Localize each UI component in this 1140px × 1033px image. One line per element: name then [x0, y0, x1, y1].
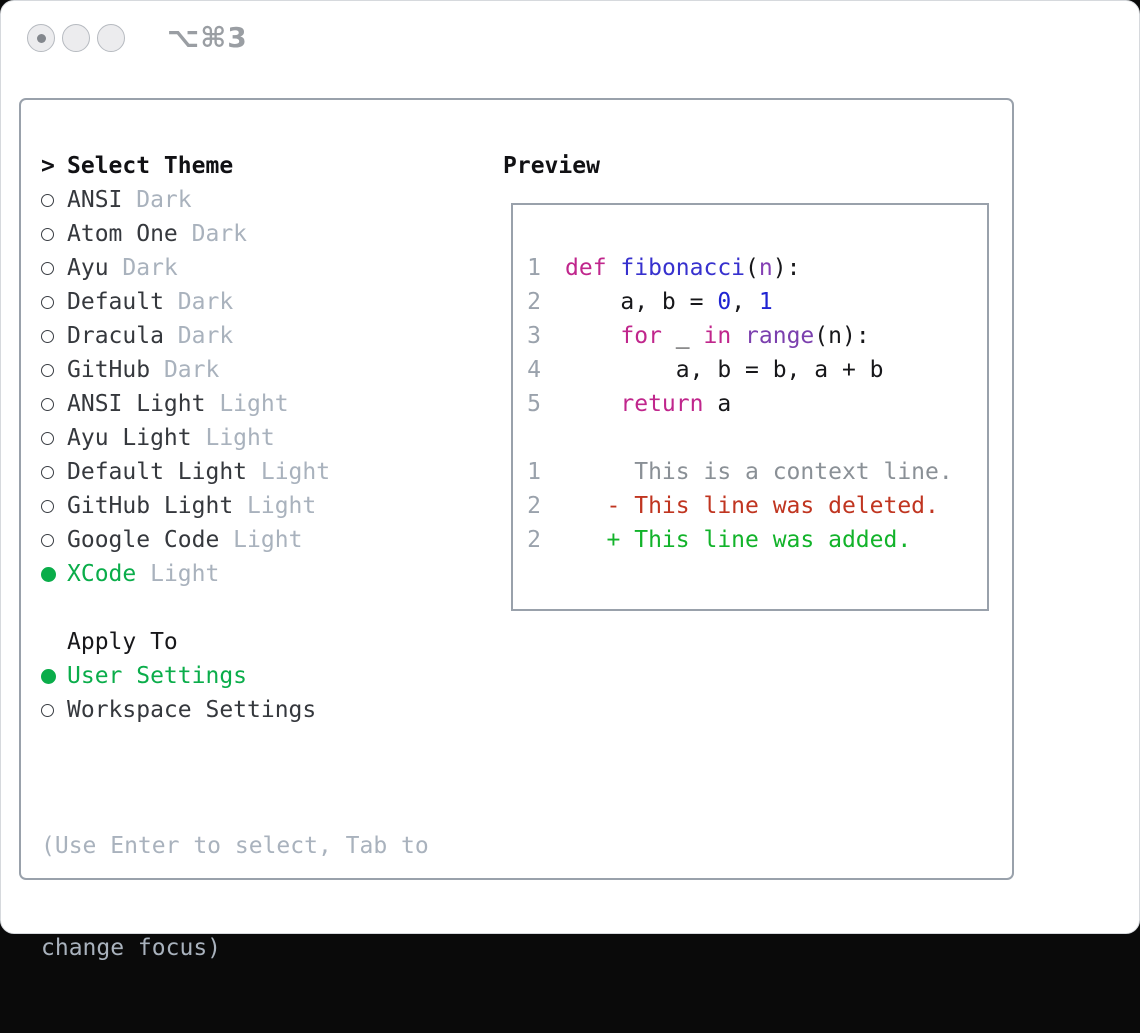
code-token-pl: a — [703, 391, 732, 417]
radio-marker — [41, 704, 67, 717]
radio-marker — [41, 296, 67, 309]
code-token-kw: def — [565, 255, 607, 281]
code-token-kw: in — [703, 323, 732, 349]
theme-name: GitHub Light — [67, 493, 234, 519]
theme-variant-label: Light — [219, 527, 303, 553]
radio-unselected-icon — [41, 194, 54, 207]
code-token-pl — [731, 323, 745, 349]
line-number: 4 — [527, 357, 541, 383]
theme-name: GitHub — [67, 357, 151, 383]
line-number: 1 — [527, 459, 541, 485]
radio-unselected-icon — [41, 432, 54, 445]
theme-name: ANSI Light — [67, 391, 206, 417]
line-number: 5 — [527, 391, 541, 417]
theme-option-ansi-light[interactable] — [41, 387, 330, 421]
code-token-ctx: This is a context line. — [565, 459, 953, 485]
theme-variant-label: Light — [233, 493, 317, 519]
theme-option-atom-one[interactable] — [41, 217, 330, 251]
code-token-pl: ( — [745, 255, 759, 281]
preview-title: Preview — [503, 153, 600, 179]
radio-selected-icon — [41, 669, 56, 684]
radio-marker — [41, 364, 67, 377]
code-line — [525, 523, 987, 557]
theme-variant-label: Light — [247, 459, 331, 485]
theme-selector-panel — [19, 98, 1014, 961]
close-window-button[interactable] — [27, 24, 55, 52]
code-token-del: - This line was deleted. — [565, 493, 939, 519]
theme-option-github[interactable] — [41, 353, 330, 387]
radio-marker — [41, 534, 67, 547]
theme-option-github-light[interactable] — [41, 489, 330, 523]
line-number: 3 — [527, 323, 541, 349]
code-token-pl: (n): — [814, 323, 870, 349]
line-number: 1 — [527, 255, 541, 281]
code-token-pl: a, b = — [565, 289, 718, 315]
radio-unselected-icon — [41, 228, 54, 241]
code-token-kw: for — [620, 323, 662, 349]
apply-option-user-settings[interactable] — [41, 659, 316, 693]
theme-option-dracula[interactable] — [41, 319, 330, 353]
code-line — [525, 421, 987, 455]
theme-variant-label: Dark — [177, 221, 248, 247]
radio-marker — [41, 228, 67, 241]
theme-name: Ayu — [67, 255, 109, 281]
theme-option-google-code[interactable] — [41, 523, 330, 557]
line-number: 2 — [527, 493, 541, 519]
apply-to-title: Apply To — [67, 629, 178, 655]
radio-marker — [41, 330, 67, 343]
title-bar — [1, 1, 1139, 76]
code-token-pl — [565, 323, 620, 349]
radio-marker — [41, 669, 67, 684]
theme-list-title: Select Theme — [67, 153, 234, 179]
code-preview — [513, 205, 987, 557]
code-token-fn: fibonacci — [620, 255, 746, 281]
apply-option-label: User Settings — [67, 663, 248, 689]
radio-unselected-icon — [41, 398, 54, 411]
help-text-line: (Use Enter to select, Tab to — [41, 833, 429, 859]
preview-box — [511, 203, 989, 611]
keyboard-shortcut-label: ⌥⌘3 — [167, 21, 248, 54]
minimize-window-button[interactable] — [62, 24, 90, 52]
code-token-call: range — [745, 323, 815, 349]
code-line — [525, 353, 987, 387]
code-token-add: + This line was added. — [565, 527, 912, 553]
radio-unselected-icon — [41, 296, 54, 309]
radio-selected-icon — [41, 567, 56, 582]
code-token-pl — [607, 255, 621, 281]
selection-prompt-icon: > — [41, 153, 55, 179]
theme-list — [41, 149, 330, 591]
code-token-pl: , — [731, 289, 759, 315]
radio-marker — [41, 500, 67, 513]
apply-option-label: Workspace Settings — [67, 697, 317, 723]
code-line — [525, 387, 987, 421]
radio-unselected-icon — [41, 364, 54, 377]
zoom-window-button[interactable] — [97, 24, 125, 52]
radio-unselected-icon — [41, 262, 54, 275]
theme-list-header — [41, 149, 330, 183]
theme-name: ANSI — [67, 187, 123, 213]
theme-variant-label: Dark — [163, 323, 234, 349]
radio-marker — [41, 194, 67, 207]
theme-option-default-light[interactable] — [41, 455, 330, 489]
code-token-pm: n — [758, 255, 773, 281]
radio-unselected-icon — [41, 466, 54, 479]
line-number: 2 — [527, 527, 541, 553]
code-token-num: 0 — [717, 289, 732, 315]
theme-variant-label: Dark — [163, 289, 234, 315]
theme-variant-label: Dark — [150, 357, 220, 383]
apply-to-section — [41, 625, 316, 727]
code-token-pl: a, b = b, a + b — [565, 357, 884, 383]
active-light-dot-icon — [37, 34, 46, 43]
theme-variant-label: Dark — [122, 187, 192, 213]
theme-option-ayu[interactable] — [41, 251, 330, 285]
radio-marker — [41, 432, 67, 445]
help-text-line: change focus) — [41, 935, 222, 961]
line-number: 2 — [527, 289, 541, 315]
radio-marker — [41, 398, 67, 411]
theme-option-xcode[interactable] — [41, 557, 330, 591]
radio-marker — [41, 262, 67, 275]
theme-option-default[interactable] — [41, 285, 330, 319]
code-line — [525, 455, 987, 489]
theme-name: Atom One — [67, 221, 178, 247]
theme-variant-label: Light — [205, 391, 289, 417]
radio-unselected-icon — [41, 500, 54, 513]
theme-name: Google Code — [67, 527, 220, 553]
theme-name: Dracula — [67, 323, 164, 349]
theme-option-ayu-light[interactable] — [41, 421, 330, 455]
theme-option-ansi[interactable] — [41, 183, 330, 217]
help-text — [41, 761, 429, 1033]
theme-variant-label: Dark — [108, 255, 178, 281]
code-line — [525, 319, 987, 353]
code-token-pl — [565, 391, 620, 417]
theme-name: Default — [67, 289, 164, 315]
code-line — [525, 489, 987, 523]
theme-variant-label: Light — [136, 561, 220, 587]
radio-marker — [41, 466, 67, 479]
theme-name: XCode — [67, 561, 137, 587]
theme-name: Ayu Light — [67, 425, 192, 451]
code-token-pl: _ — [661, 323, 704, 349]
radio-unselected-icon — [41, 534, 54, 547]
code-token-pl: ): — [772, 255, 801, 281]
code-token-kw: return — [620, 391, 704, 417]
code-line — [525, 251, 987, 285]
theme-name: Default Light — [67, 459, 248, 485]
theme-variant-label: Light — [191, 425, 275, 451]
code-line — [525, 285, 987, 319]
code-token-num: 1 — [758, 289, 773, 315]
apply-option-workspace-settings[interactable] — [41, 693, 316, 727]
radio-unselected-icon — [41, 704, 54, 717]
radio-marker — [41, 567, 67, 582]
radio-unselected-icon — [41, 330, 54, 343]
